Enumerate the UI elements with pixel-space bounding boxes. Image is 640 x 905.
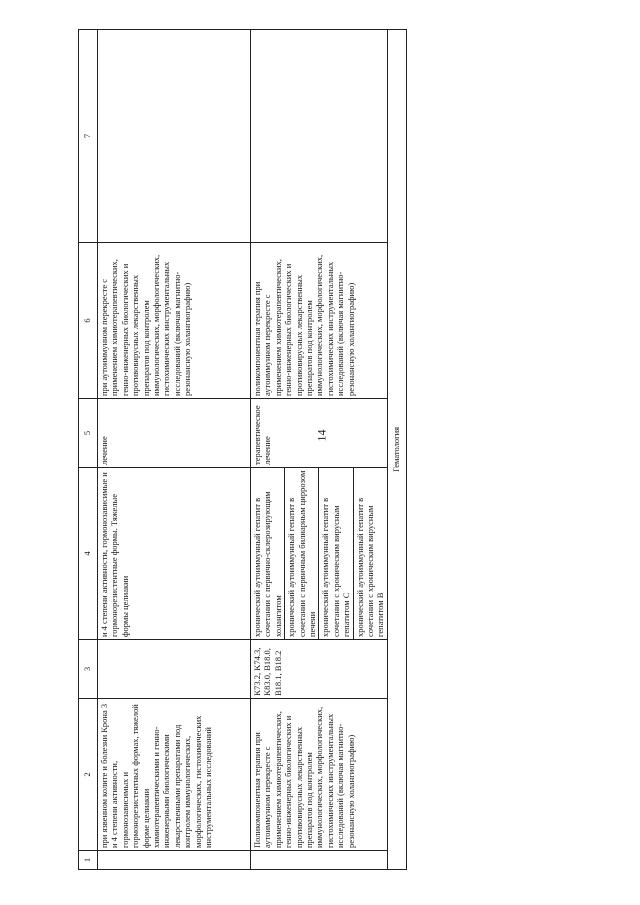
cell-treatment-method: при аутоиммунном перекресте с применением химиотерапевтических, генно-инженерных биологических и противовирусных лекарственных препаратов под контролем иммунологических, морфологических, гистохимических инструментальных исследований (включая магнитно-резонансную холангиографию) [98, 243, 251, 399]
cell-patient-model: хронический аутоиммунный гепатит в сочетании с хроническим вирусным гепатитом B [353, 468, 387, 640]
rotated-table-page [78, 30, 558, 870]
col-header-3: 3 [79, 640, 98, 699]
page-number: 14 [314, 429, 329, 442]
cell-codes: K73.2, K74.3, K83.0, B18.0, B18.1, B18.2 [251, 640, 388, 699]
col-header-7: 7 [79, 30, 98, 243]
col-header-5: 5 [79, 399, 98, 468]
cell-treatment-method: поликомпонентная терапия при аутоиммунном перекресте с применением химиотерапевтических, генно-инженерных биологических и противовирусных лекарственных препаратов под контролем иммунологических, морфологических, гистохимических инструментальных исследований (включая магнитно-резонансную холангиографию) [251, 243, 388, 399]
cell-patient-model: хронический аутоиммунный гепатит в сочетании с хроническим вирусным гепатитом C [319, 468, 353, 640]
cell-care-name: Поликомпонентная терапия при аутоиммунном перекресте с применением химиотерапевтических, генно-инженерных биологических и противовирусных лекарственных препаратов под контролем иммунологических, морфологических, гистохимических инструментальных исследований (включая магнитно-резонансную холангиографию) [251, 699, 388, 851]
col-header-4: 4 [79, 468, 98, 640]
cell-number [251, 851, 388, 870]
col-header-6: 6 [79, 243, 98, 399]
cell-treatment-type: лечение [98, 399, 251, 468]
cell-cost [98, 30, 251, 243]
medical-care-table [78, 29, 407, 870]
cell-codes [98, 640, 251, 699]
cell-cost [251, 30, 388, 243]
column-number-row [79, 30, 98, 870]
col-header-2: 2 [79, 699, 98, 851]
table-row [251, 30, 285, 870]
cell-patient-model: хронический аутоиммунный гепатит в сочетании с первично-склерозирующим холангитом [251, 468, 285, 640]
section-title: Гематология [387, 30, 406, 870]
cell-number [98, 851, 251, 870]
col-header-1: 1 [79, 851, 98, 870]
section-row [387, 30, 406, 870]
cell-treatment-type: терапевтическое лечение [251, 399, 388, 468]
cell-care-name: при язвенном колите и болезни Крона 3 и 4 степени активности, гормонозависимых и гормонорезистентных формах, тяжелой форме целиакии химиотерапевтическими и генно-инженерными биологическими лекарственными препаратами под контролем иммунологических, морфологических, гистохимических инструментальных исследований [98, 699, 251, 851]
cell-patient-model: хронический аутоиммунный гепатит в сочетании с первичным билиарным циррозом печени [285, 468, 319, 640]
cell-patient-model: и 4 степени активности, гормонозависимые и гормонорезистентные формы. Тяжелые формы целиакии [98, 468, 251, 640]
table-row-continuation [98, 30, 251, 870]
